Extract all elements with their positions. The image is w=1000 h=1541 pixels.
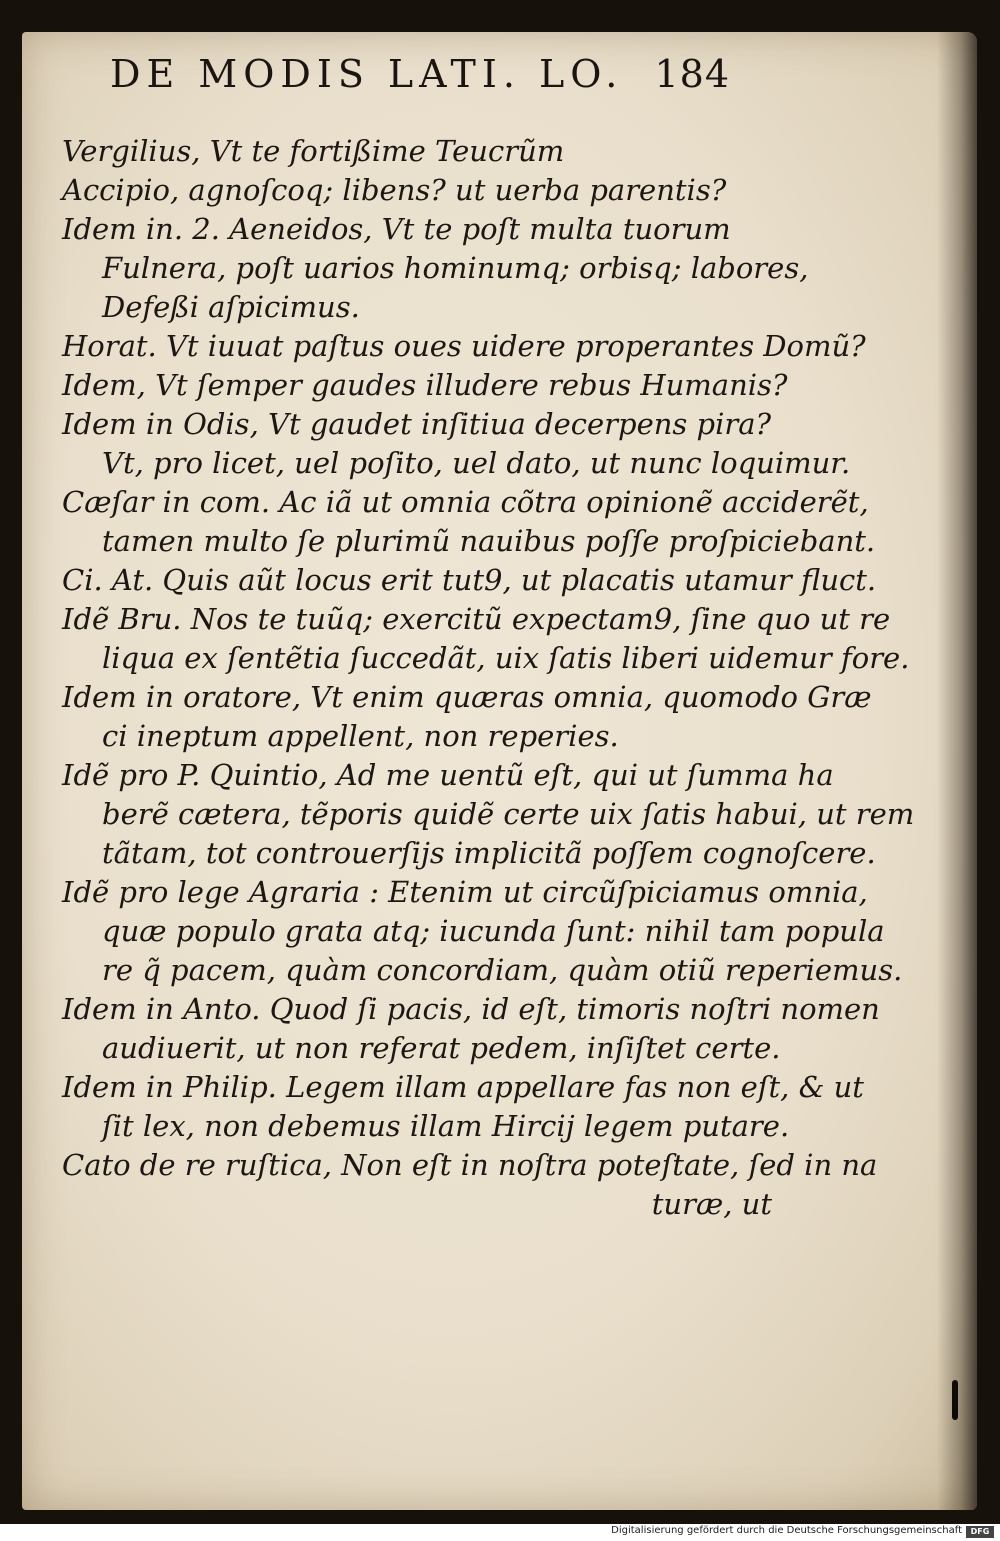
text-line: Idem in. 2. Aeneidos, Vt te poſt multa tuorum: [62, 212, 731, 246]
text-line: Idem, Vt ſemper gaudes illudere rebus Humanis?: [62, 368, 788, 402]
digitization-footer: [0, 1524, 1000, 1541]
text-line: tãtam, tot controuerſijs implicitã poſſem cognoſcere.: [102, 836, 876, 870]
text-line: Vt, pro licet, uel poſito, uel dato, ut nunc loquimur.: [102, 446, 851, 480]
text-line: Idem in oratore, Vt enim quæras omnia, quomodo Græ: [62, 680, 872, 714]
running-header: [110, 52, 730, 108]
page-gutter-shadow: [937, 32, 977, 1510]
text-line: Idem in Philip. Legem illam appellare fas non eſt, & ut: [62, 1070, 864, 1104]
text-line: Defeßi aſpicimus.: [102, 290, 360, 324]
text-line: ci ineptum appellent, non reperies.: [102, 719, 619, 753]
catchword: turæ, ut: [651, 1187, 772, 1221]
text-line: re q̃ pacem, quàm concordiam, quàm otiũ reperiemus.: [102, 953, 903, 987]
text-line: Cæſar in com. Ac iã ut omnia cõtra opinionẽ acciderẽt,: [62, 485, 869, 519]
body-text: [62, 132, 915, 1224]
text-line: Idẽ pro P. Quintio, Ad me uentũ eſt, qui ut ſumma ha: [62, 758, 834, 792]
text-line: Idẽ pro lege Agraria : Etenim ut circũſpiciamus omnia,: [62, 875, 868, 909]
running-title: DE MODIS LATI. LO.: [110, 52, 624, 96]
text-line: Ci. At. Quis aũt locus erit tut9, ut placatis utamur fluct.: [62, 563, 877, 597]
funding-credit: Digitalisierung gefördert durch die Deutsche Forschungsgemeinschaft: [611, 1525, 962, 1536]
text-line: Idem in Odis, Vt gaudet inſitiua decerpens pira?: [62, 407, 772, 441]
text-line: Idem in Anto. Quod ſi pacis, id eſt, timoris noſtri nomen: [62, 992, 880, 1026]
text-line: Fulnera, poſt uarios hominumq; orbisq; labores,: [102, 251, 809, 285]
text-line: Idẽ Bru. Nos te tuũq; exercitũ expectam9, ſine quo ut re: [62, 602, 891, 636]
dfg-logo: DFG: [966, 1526, 994, 1538]
text-line: Horat. Vt iuuat paſtus oues uidere properantes Domũ?: [62, 329, 866, 363]
text-line: Cato de re ruſtica, Non eſt in noſtra poteſtate, ſed in na: [62, 1148, 878, 1182]
text-line: berẽ cætera, tẽporis quidẽ certe uix ſatis habui, ut rem: [102, 797, 915, 831]
text-line: ſit lex, non debemus illam Hircij legem putare.: [102, 1109, 790, 1143]
folio-number: 184: [654, 52, 730, 96]
text-line: liqua ex ſentẽtia ſuccedãt, uix ſatis liberi uidemur fore.: [102, 641, 910, 675]
text-line: Accipio, agnoſcoq; libens? ut uerba parentis?: [62, 173, 727, 207]
text-line: quæ populo grata atq; iucunda ſunt: nihil tam popula: [102, 914, 885, 948]
text-line: Vergilius, Vt te fortißime Teucrũm: [62, 134, 565, 168]
text-line: audiuerit, ut non referat pedem, inſiſtet certe.: [102, 1031, 781, 1065]
text-line: tamen multo ſe plurimũ nauibus poſſe proſpiciebant.: [102, 524, 876, 558]
page-edge-mark: [952, 1380, 958, 1420]
